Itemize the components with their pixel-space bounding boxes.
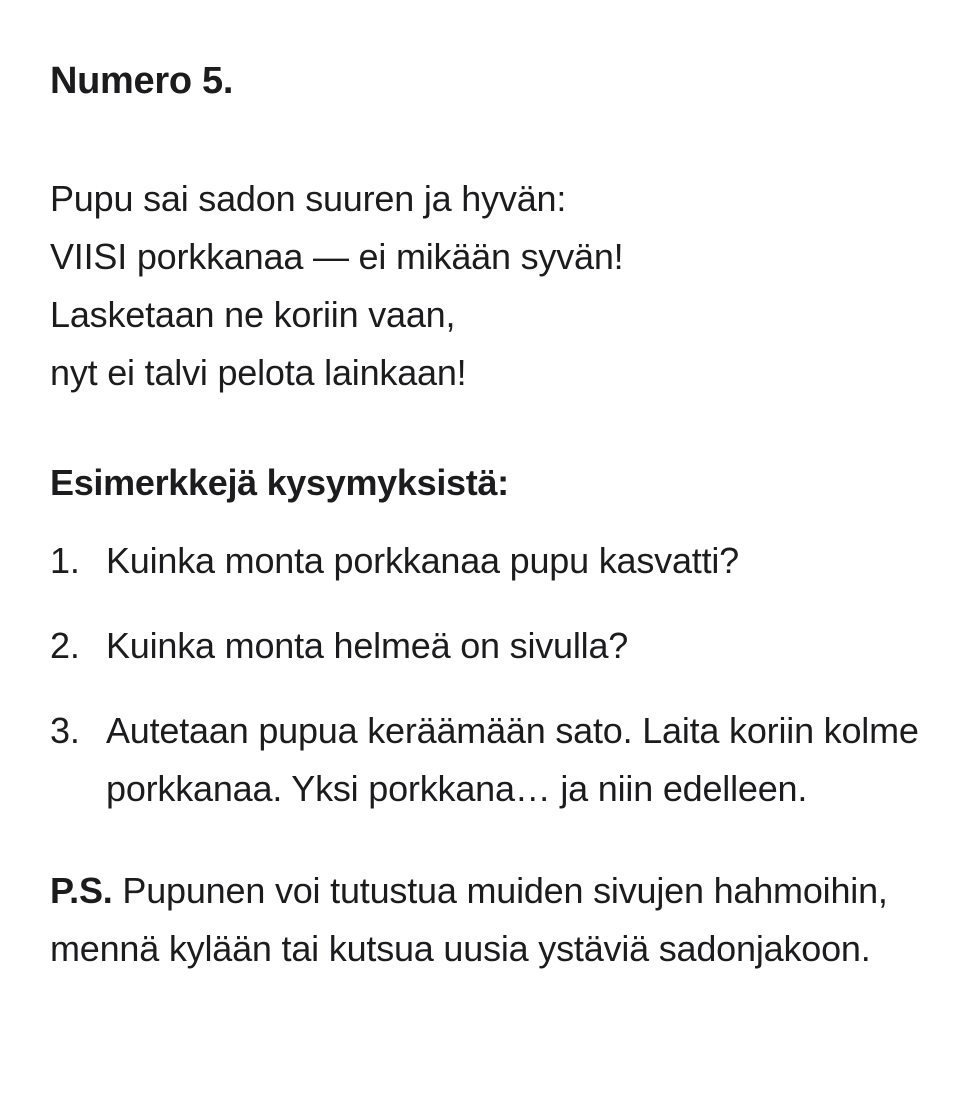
question-text: Kuinka monta porkkanaa pupu kasvatti?: [106, 540, 740, 581]
page-title: Numero 5.: [50, 60, 234, 102]
postscript: [50, 862, 930, 978]
poem-line: Lasketaan ne koriin vaan,: [50, 294, 456, 335]
question-number: 1.: [50, 540, 80, 581]
postscript-text: Pupunen voi tutustua muiden sivujen hahmoihin, mennä kylään tai kutsua uusia ystäviä sadonjakoon.: [50, 870, 888, 969]
postscript-label: P.S.: [50, 870, 113, 911]
question-item: [50, 532, 930, 590]
question-text: Autetaan pupua keräämään sato. Laita koriin kolme porkkanaa. Yksi porkkana… ja niin edelleen.: [106, 710, 919, 809]
poem-line: Pupu sai sadon suuren ja hyvän:: [50, 178, 567, 219]
question-number: 3.: [50, 710, 80, 751]
document: [50, 56, 930, 978]
question-item: [50, 702, 930, 818]
question-item: [50, 617, 930, 675]
question-text: Kuinka monta helmeä on sivulla?: [106, 625, 629, 666]
question-number: 2.: [50, 625, 80, 666]
poem-line: nyt ei talvi pelota lainkaan!: [50, 352, 467, 393]
examples-heading: Esimerkkejä kysymyksistä:: [50, 462, 509, 503]
poem: [50, 170, 930, 402]
question-list: [50, 532, 930, 818]
poem-line: VIISI porkkanaa — ei mikään syvän!: [50, 236, 624, 277]
